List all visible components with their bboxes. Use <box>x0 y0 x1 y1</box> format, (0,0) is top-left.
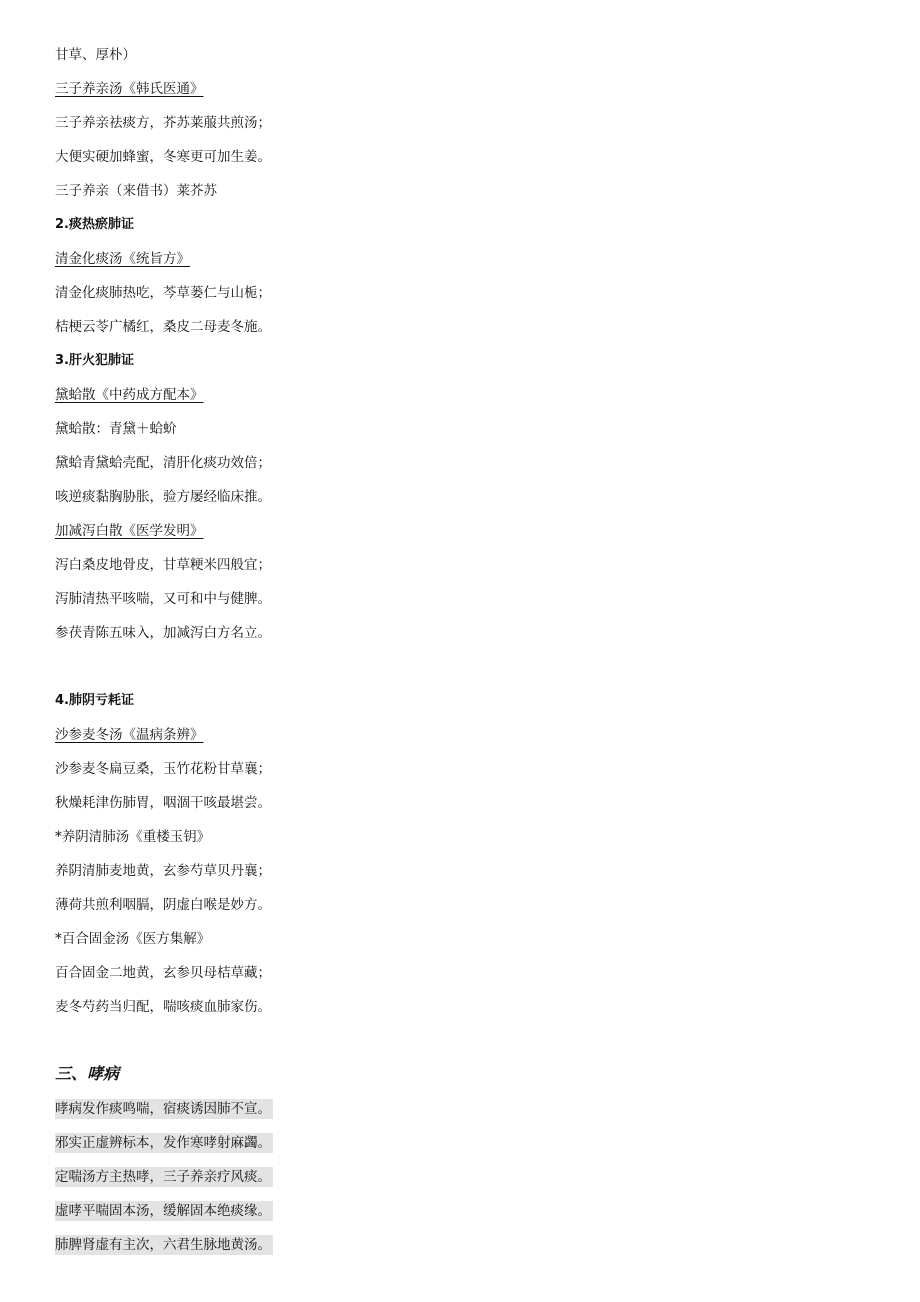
formula-title-link[interactable]: 黛蛤散《中药成方配本》 <box>55 387 204 403</box>
highlight-text: 虚哮平喘固本汤，缓解固本绝痰缘。 <box>55 1203 271 1219</box>
formula-title: *养阴清肺汤《重楼玉钥》 <box>55 829 211 845</box>
text-line: 薄荷共煎利咽膈，阴虚白喉是妙方。 <box>55 897 271 913</box>
text-line: 泻白桑皮地骨皮，甘草粳米四般宜； <box>55 557 271 573</box>
text-line: 甘草、厚朴） <box>55 47 136 63</box>
formula-title-link[interactable]: 清金化痰汤《统旨方》 <box>55 251 190 267</box>
text-line: 桔梗云苓广橘红，桑皮二母麦冬施。 <box>55 319 271 335</box>
text-line: 沙参麦冬扁豆桑，玉竹花粉甘草襄； <box>55 761 271 777</box>
subsection-heading: 4.肺阴亏耗证 <box>55 693 134 708</box>
text-line: 三子养亲祛痰方，芥苏莱菔共煎汤； <box>55 115 271 131</box>
highlighted-line <box>55 1235 273 1255</box>
text-line: 咳逆痰黏胸胁胀，验方屡经临床推。 <box>55 489 271 505</box>
text-line: 参茯青陈五味入，加减泻白方名立。 <box>55 625 271 641</box>
text-line: 三子养亲（来借书）莱芥苏 <box>55 183 217 199</box>
highlight-text: 肺脾肾虚有主次，六君生脉地黄汤。 <box>55 1237 271 1253</box>
formula-title: *百合固金汤《医方集解》 <box>55 931 211 947</box>
text-line: 黛蛤青黛蛤壳配，清肝化痰功效倍； <box>55 455 271 471</box>
highlight-text: 邪实正虚辨标本，发作寒哮射麻蠲。 <box>55 1135 271 1151</box>
text-line: 黛蛤散：青黛＋蛤蚧 <box>55 421 177 437</box>
highlighted-line <box>55 1201 273 1221</box>
highlighted-line <box>55 1133 273 1153</box>
text-line: 泻肺清热平咳喘，又可和中与健脾。 <box>55 591 271 607</box>
highlighted-line <box>55 1167 273 1187</box>
formula-title-link[interactable]: 加减泻白散《医学发明》 <box>55 523 204 539</box>
section-heading: 三、哮病 <box>55 1064 120 1083</box>
subsection-heading: 3.肝火犯肺证 <box>55 353 134 368</box>
highlight-text: 哮病发作痰鸣喘，宿痰诱因肺不宣。 <box>55 1101 271 1117</box>
text-line: 大便实硬加蜂蜜，冬寒更可加生姜。 <box>55 149 271 165</box>
text-line: 养阴清肺麦地黄，玄参芍草贝丹襄； <box>55 863 271 879</box>
text-line: 麦冬芍药当归配，喘咳痰血肺家伤。 <box>55 999 271 1015</box>
formula-title-link[interactable]: 沙参麦冬汤《温病条辨》 <box>55 727 204 743</box>
text-line: 清金化痰肺热吃，芩草蒌仁与山栀； <box>55 285 271 301</box>
formula-title-link[interactable]: 三子养亲汤《韩氏医通》 <box>55 81 204 97</box>
text-line: 秋燥耗津伤肺胃，咽涸干咳最堪尝。 <box>55 795 271 811</box>
subsection-heading: 2.痰热瘀肺证 <box>55 217 134 232</box>
text-line: 百合固金二地黄，玄参贝母桔草藏； <box>55 965 271 981</box>
highlight-text: 定喘汤方主热哮，三子养亲疗风痰。 <box>55 1169 271 1185</box>
highlighted-line <box>55 1099 273 1119</box>
